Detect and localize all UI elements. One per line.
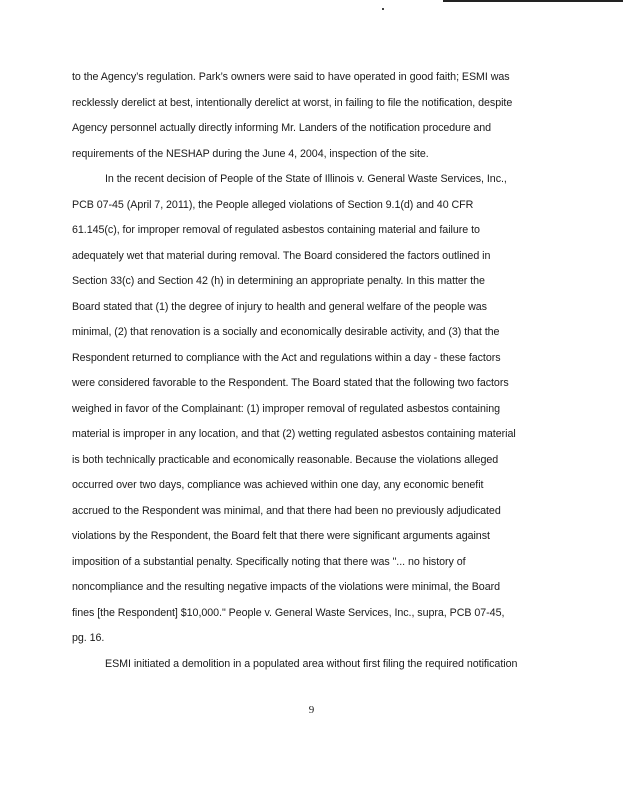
text-line: to the Agency’s regulation. Park’s owners were said to have operated in good faith; ESMI was: [72, 71, 510, 83]
text-line: 61.145(c), for improper removal of regulated asbestos containing material and failure to: [72, 224, 480, 236]
text-line: fines [the Respondent] $10,000." People v. General Waste Services, Inc., supra, PCB 07-45,: [72, 606, 505, 619]
top-edge-rule: [443, 0, 623, 2]
text-line: weighed in favor of the Complainant: (1) improper removal of regulated asbestos containing: [72, 402, 500, 415]
text-line: PCB 07-45 (April 7, 2011), the People alleged violations of Section 9.1(d) and 40 CFR: [72, 198, 474, 211]
text-line: accrued to the Respondent was minimal, and that there had been no previously adjudicated: [72, 504, 501, 517]
text-line: ESMI initiated a demolition in a populated area without first filing the required notification: [105, 657, 518, 670]
text-line: is both technically practicable and economically reasonable. Because the violations alleged: [72, 453, 499, 466]
text-line: occurred over two days, compliance was achieved within one day, any economic benefit: [72, 479, 484, 491]
text-line: noncompliance and the resulting negative impacts of the violations were minimal, the Board: [72, 581, 500, 593]
text-line: minimal, (2) that renovation is a socially and economically desirable activity, and (3) that the: [72, 326, 500, 338]
text-line: were considered favorable to the Respondent. The Board stated that the following two factors: [72, 377, 509, 389]
text-line: In the recent decision of People of the State of Illinois v. General Waste Services, Inc.,: [105, 173, 507, 185]
text-line: pg. 16.: [72, 632, 105, 644]
page-number: 9: [308, 704, 315, 716]
text-line: Section 33(c) and Section 42 (h) in determining an appropriate penalty. In this matter the: [72, 275, 485, 287]
text-line: adequately wet that material during removal. The Board considered the factors outlined in: [72, 249, 491, 262]
text-line: recklessly derelict at best, intentionally derelict at worst, in failing to file the notification, despite: [72, 96, 513, 109]
body-text: [72, 67, 550, 679]
text-line: imposition of a substantial penalty. Specifically noting that there was "... no history of: [72, 555, 466, 568]
text-line: violations by the Respondent, the Board felt that there were significant arguments against: [72, 530, 490, 542]
text-line: Respondent returned to compliance with the Act and regulations within a day - these factors: [72, 351, 501, 364]
text-line: material is improper in any location, and that (2) wetting regulated asbestos containing material: [72, 428, 516, 440]
text-line: Agency personnel actually directly informing Mr. Landers of the notification procedure and: [72, 122, 492, 134]
scan-speck: [382, 8, 384, 10]
text-line: Board stated that (1) the degree of injury to health and general welfare of the people was: [72, 300, 487, 313]
text-line: requirements of the NESHAP during the June 4, 2004, inspection of the site.: [72, 147, 429, 160]
